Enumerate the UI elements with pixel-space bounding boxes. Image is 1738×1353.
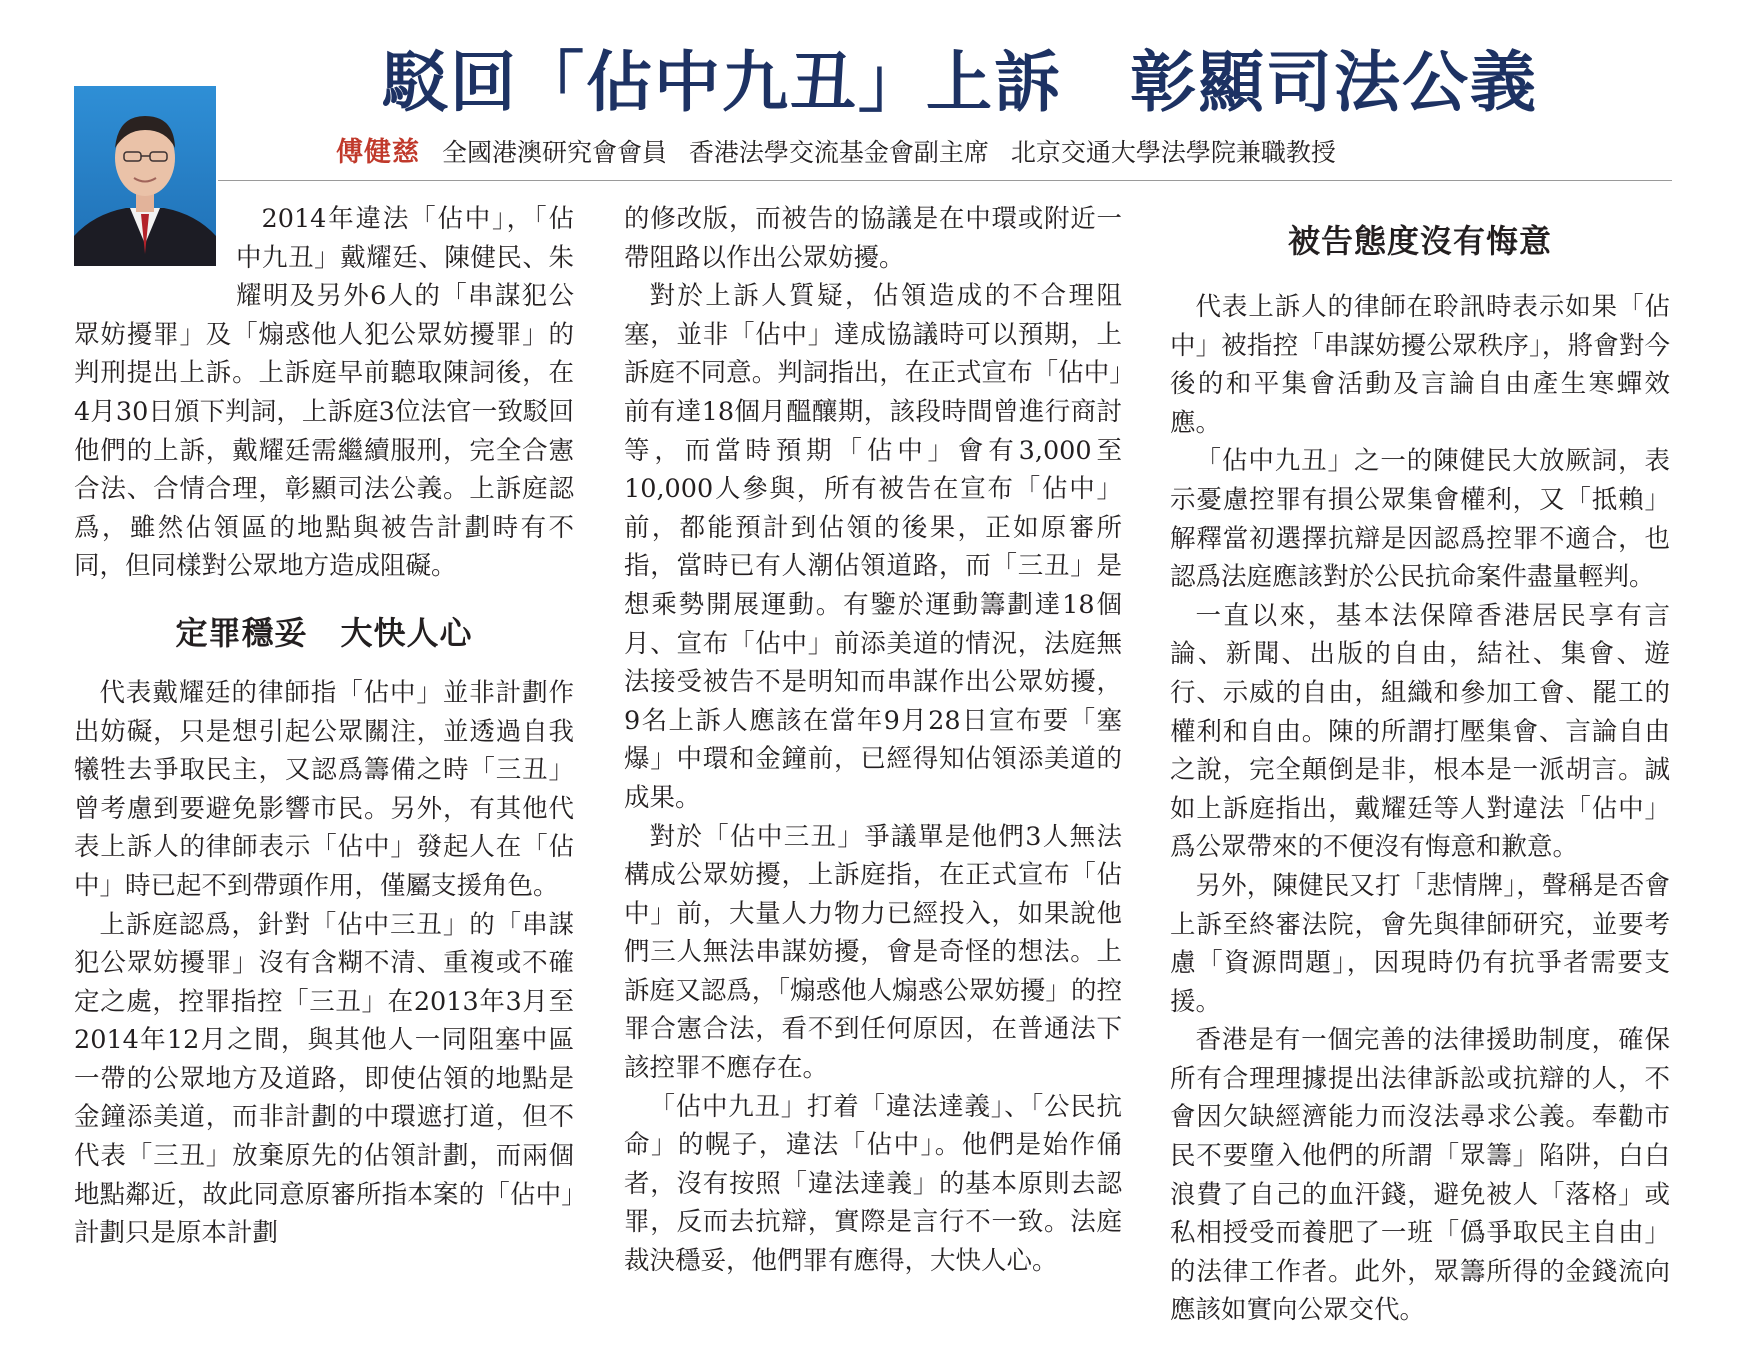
article-column-1: [74, 200, 574, 1340]
article-paragraph: 香港是有一個完善的法律援助制度，確保所有合理理據提出法律訴訟或抗辯的人，不會因欠缺經濟能力而沒法尋求公義。奉勸市民不要墮入他們的所謂「眾籌」陷阱，白白浪費了自己的血汗錢，避免被人「落格」或私相授受而養肥了一班「僞爭取民主自由」的法律工作者。此外，眾籌所得的金錢流向應該如實向公眾交代。: [1170, 1025, 1670, 1326]
article-paragraph: 「佔中九丑」打着「違法達義」、「公民抗命」的幌子，違法「佔中」。他們是始作俑者，沒有按照「違法達義」的基本原則去認罪，反而去抗辯，實際是言行不一致。法庭裁決穩妥，他們罪有應得，大快人心。: [624, 1091, 1122, 1277]
article-paragraph: 代表戴耀廷的律師指「佔中」並非計劃作出妨礙，只是想引起公眾關注，並透過自我犧牲去爭取民主，又認爲籌備之時「三丑」曾考慮到要避免影響市民。另外，有其他代表上訴人的律師表示「佔中」發起人在「佔中」時已起不到帶頭作用，僅屬支援角色。: [74, 677, 574, 901]
section-subhead: 被告態度沒有悔意: [1287, 222, 1552, 260]
article-paragraph: 2014年違法「佔中」，「佔中九丑」戴耀廷、陳健民、朱耀明及另外6人的「串謀犯公眾妨擾罪」及「煽惑他人犯公眾妨擾罪」的判刑提出上訴。上訴庭早前聽取陳詞後，在4月30日頒下判詞，上訴庭3位法官一致駁回他們的上訴，戴耀廷需繼續服刑，完全合憲合法、合情合理，彰顯司法公義。上訴庭認爲，雖然佔領區的地點與被告計劃時有不同，但同樣對公眾地方造成阻礙。: [74, 204, 574, 582]
article-column-3: [1170, 200, 1670, 1340]
article-paragraph: 上訴庭認爲，針對「佔中三丑」的「串謀犯公眾妨擾罪」沒有含糊不清、重複或不確定之處，控罪指控「三丑」在2013年3月至2014年12月之間，與其他人一同阻塞中區一帶的公眾地方及道路，即使佔領的地點是金鐘添美道，而非計劃的中環遮打道，但不代表「三丑」放棄原先的佔領計劃，而兩個地點鄰近，故此同意原審所指本案的「佔中」計劃只是原本計劃: [74, 909, 574, 1249]
article-headline: 駁回「佔中九丑」上訴 彰顯司法公義: [382, 44, 1538, 121]
byline: [336, 132, 1350, 174]
article-paragraph: 「佔中九丑」之一的陳健民大放厥詞，表示憂慮控罪有損公眾集會權利，又「抵賴」解釋當初選擇抗辯是因認爲控罪不適合，也認爲法庭應該對於公民抗命案件盡量輕判。: [1170, 446, 1670, 593]
article-paragraph: 對於上訴人質疑，佔領造成的不合理阻塞，並非「佔中」達成協議時可以預期，上訴庭不同意。判詞指出，在正式宣布「佔中」前有達18個月醞釀期，該段時間曾進行商討等，而當時預期「佔中」會有3,000至10,000人參與，所有被告在宣布「佔中」前，都能預計到佔領的後果，正如原審所指，當時已有人潮佔領道路，而「三丑」是想乘勢開展運動。有鑒於運動籌劃達18個月、宣布「佔中」前添美道的情況，法庭無法接受被告不是明知而串謀作出公眾妨擾，9名上訴人應該在當年9月28日宣布要「塞爆」中環和金鐘前，已經得知佔領添美道的成果。: [624, 281, 1122, 813]
article-column-2: [624, 200, 1122, 1340]
section-subhead: 定罪穩妥 大快人心: [175, 613, 473, 652]
article-paragraph: 代表上訴人的律師在聆訊時表示如果「佔中」被指控「串謀妨擾公眾秩序」，將會對今後的和平集會活動及言論自由產生寒蟬效應。: [1170, 292, 1670, 438]
author-name: 傅健慈: [336, 137, 420, 168]
article-paragraph: 的修改版，而被告的協議是在中環或附近一帶阻路以作出公眾妨擾。: [624, 204, 1122, 273]
author-role: 全國港澳研究會會員: [441, 138, 667, 167]
author-role: 香港法學交流基金會副主席: [688, 138, 989, 167]
header-divider: [218, 180, 1672, 181]
article-paragraph: 另外，陳健民又打「悲情牌」，聲稱是否會上訴至終審法院，會先與律師研究，並要考慮「資源問題」，因現時仍有抗爭者需要支援。: [1170, 870, 1670, 1017]
article-paragraph: 一直以來，基本法保障香港居民享有言論、新聞、出版的自由，結社、集會、遊行、示威的自由，組織和參加工會、罷工的權利和自由。陳的所謂打壓集會、言論自由之說，完全顛倒是非，根本是一派胡言。誠如上訴庭指出，戴耀廷等人對違法「佔中」爲公眾帶來的不便沒有悔意和歉意。: [1170, 600, 1670, 863]
article-paragraph: 對於「佔中三丑」爭議單是他們3人無法構成公眾妨擾，上訴庭指，在正式宣布「佔中」前，大量人力物力已經投入，如果說他們三人無法串謀妨擾，會是奇怪的想法。上訴庭又認爲，「煽惑他人煽惑公眾妨擾」的控罪合憲合法，看不到任何原因，在普通法下該控罪不應存在。: [624, 821, 1122, 1084]
photo-wrap-spacer: [74, 200, 236, 280]
author-role: 北京交通大學法學院兼職教授: [1010, 138, 1336, 167]
